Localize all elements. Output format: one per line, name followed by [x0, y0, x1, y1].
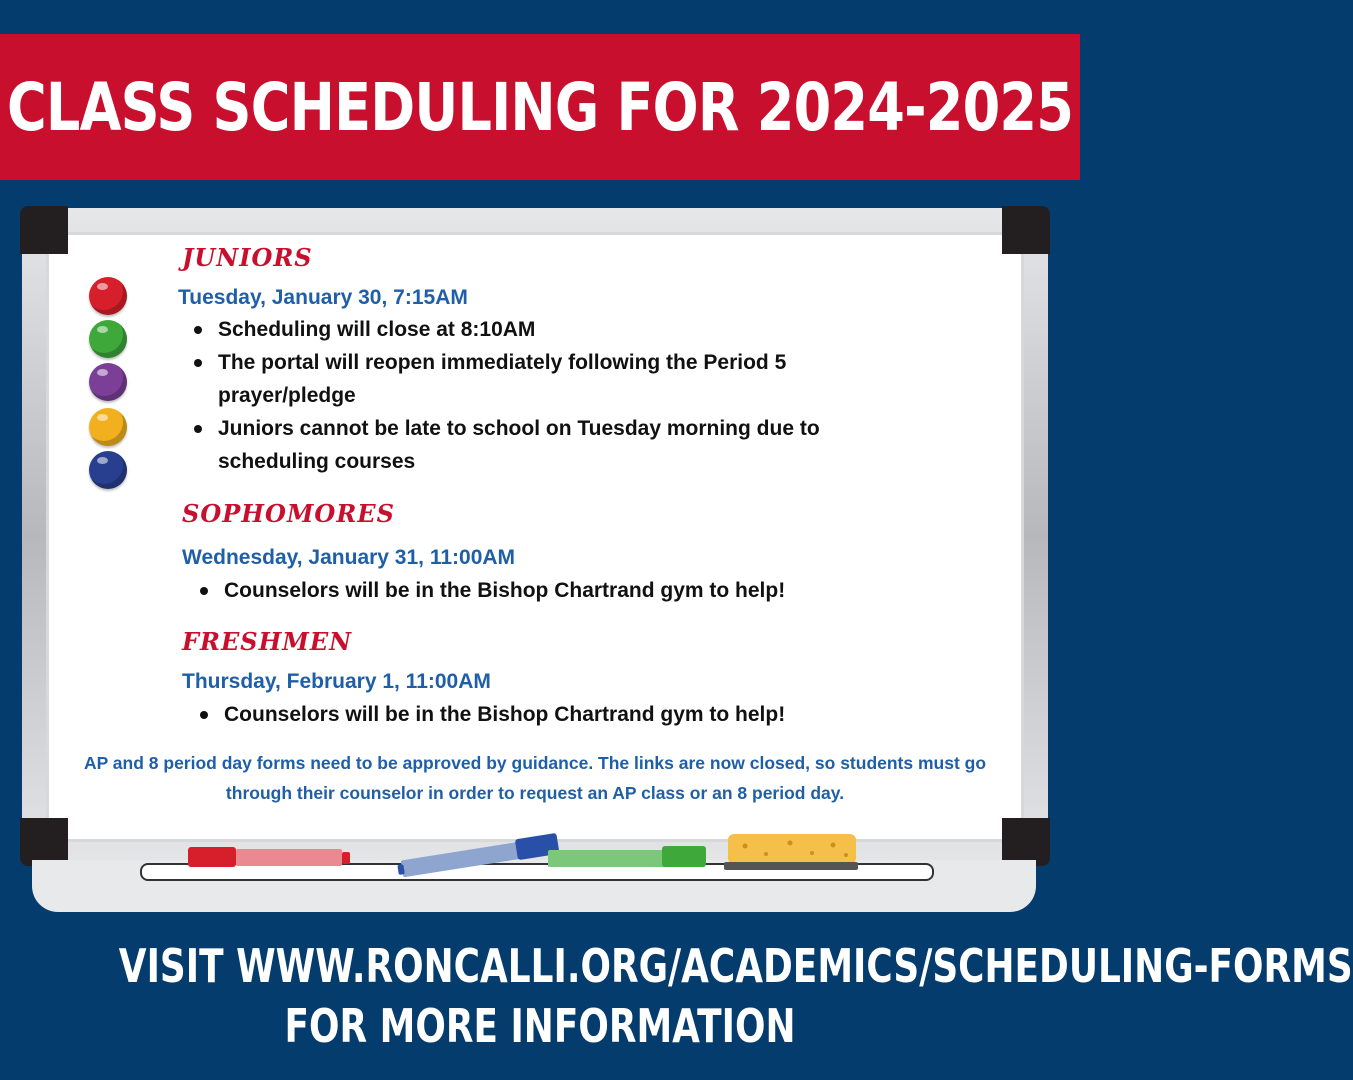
frame-corner-top-left — [20, 206, 68, 254]
page-title: CLASS SCHEDULING FOR 2024-2025 — [6, 68, 1074, 146]
green-magnet-icon — [89, 320, 127, 358]
list-item: Juniors cannot be late to school on Tuesday morning due to scheduling courses — [192, 412, 912, 478]
freshmen-bullets — [198, 698, 958, 731]
freshmen-date: Thursday, February 1, 11:00AM — [182, 670, 491, 693]
list-item: Scheduling will close at 8:10AM — [192, 313, 912, 346]
list-item: Counselors will be in the Bishop Chartrand gym to help! — [198, 698, 958, 731]
title-banner — [0, 34, 1080, 180]
freshmen-heading: FRESHMEN — [182, 627, 353, 656]
yellow-magnet-icon — [89, 408, 127, 446]
juniors-date: Tuesday, January 30, 7:15AM — [178, 286, 468, 309]
juniors-heading: JUNIORS — [182, 243, 313, 272]
footer — [0, 936, 1353, 1056]
tray-slot — [140, 863, 934, 881]
list-item: Counselors will be in the Bishop Chartrand gym to help! — [198, 574, 958, 607]
sophomores-bullets — [198, 574, 958, 607]
blue-magnet-icon — [89, 451, 127, 489]
footer-info-line: FOR MORE INFORMATION — [284, 999, 796, 1053]
frame-corner-bottom-left — [20, 818, 68, 866]
purple-magnet-icon — [89, 363, 127, 401]
footer-url-line[interactable]: VISIT WWW.RONCALLI.ORG/ACADEMICS/SCHEDULING-FORMS — [118, 939, 1353, 993]
list-item: The portal will reopen immediately following the Period 5 prayer/pledge — [192, 346, 912, 412]
frame-corner-bottom-right — [1002, 818, 1050, 866]
red-magnet-icon — [89, 277, 127, 315]
frame-corner-top-right — [1002, 206, 1050, 254]
guidance-note: AP and 8 period day forms need to be approved by guidance. The links are now closed, so students must go through their counselor in order to request an AP class or an 8 period day. — [83, 753, 987, 803]
juniors-bullets — [192, 313, 912, 478]
sophomores-date: Wednesday, January 31, 11:00AM — [182, 546, 516, 569]
sophomores-heading: SOPHOMORES — [182, 499, 395, 528]
